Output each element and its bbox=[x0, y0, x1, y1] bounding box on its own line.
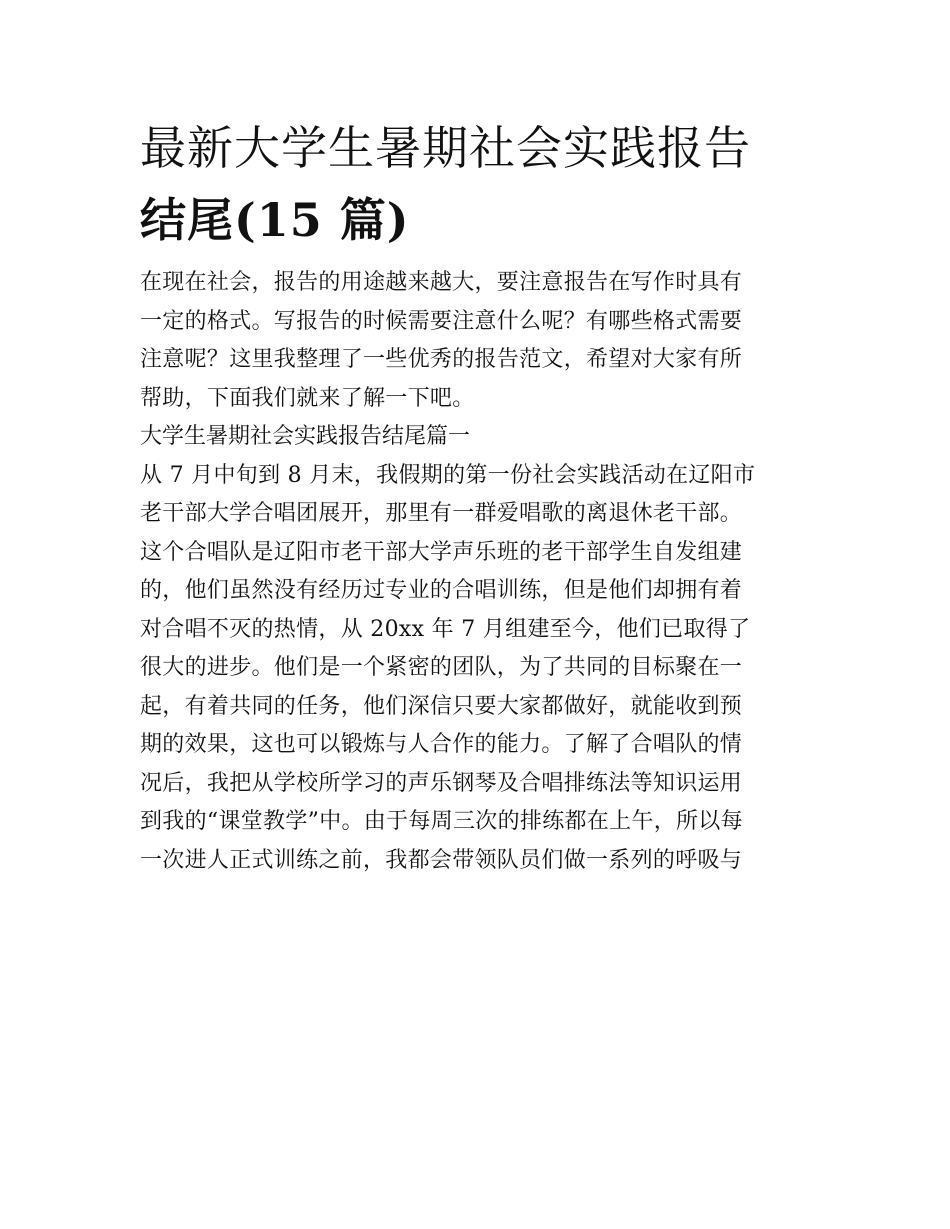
body-line: 老干部大学合唱团展开，那里有一群爱唱歌的离退休老干部。 bbox=[140, 501, 743, 526]
intro-line: 在现在社会，报告的用途越来越大，要注意报告在写作时具有 bbox=[140, 270, 743, 295]
title-line-1: 最新大学生暑期社会实践报告 bbox=[140, 121, 751, 175]
body-line: 很大的进步。他们是一个紧密的团队，为了共同的目标聚在一 bbox=[140, 655, 743, 680]
intro-line: 帮助，下面我们就来了解一下吧。 bbox=[140, 385, 475, 411]
body-line: 一次进人正式训练之前，我都会带领队员们做一系列的呼吸与 bbox=[140, 847, 743, 873]
body-line: 的，他们虽然没有经历过专业的合唱训练，但是他们却拥有着 bbox=[140, 578, 743, 603]
body-line: 对合唱不灭的热情，从 20xx 年 7 月组建至今，他们已取得了 bbox=[140, 616, 751, 642]
body-paragraph bbox=[140, 457, 815, 881]
body-line: 起，有着共同的任务，他们深信只要大家都做好，就能收到预 bbox=[140, 693, 743, 719]
intro-line: 注意呢？这里我整理了一些优秀的报告范文，希望对大家有所 bbox=[140, 347, 743, 372]
section-heading: 大学生暑期社会实践报告结尾篇一 bbox=[140, 424, 471, 449]
document-title bbox=[140, 112, 815, 256]
body-line: 从 7 月中旬到 8 月末，我假期的第一份社会实践活动在辽阳市 bbox=[140, 462, 756, 488]
body-line: 期的效果，这也可以锻炼与人合作的能力。了解了合唱队的情 bbox=[140, 732, 743, 757]
body-line: 况后，我把从学校所学习的声乐钢琴及合唱排练法等知识运用 bbox=[140, 770, 743, 796]
intro-paragraph bbox=[140, 264, 815, 418]
intro-line: 一定的格式。写报告的时候需要注意什么呢？有哪些格式需要 bbox=[140, 308, 743, 334]
document-page bbox=[140, 112, 815, 880]
body-line: 到我的“课堂教学”中。由于每周三次的排练都在上午，所以每 bbox=[140, 809, 743, 834]
body-line: 这个合唱队是辽阳市老干部大学声乐班的老干部学生自发组建 bbox=[140, 539, 743, 565]
title-line-2: 结尾(15 篇) bbox=[140, 193, 410, 247]
